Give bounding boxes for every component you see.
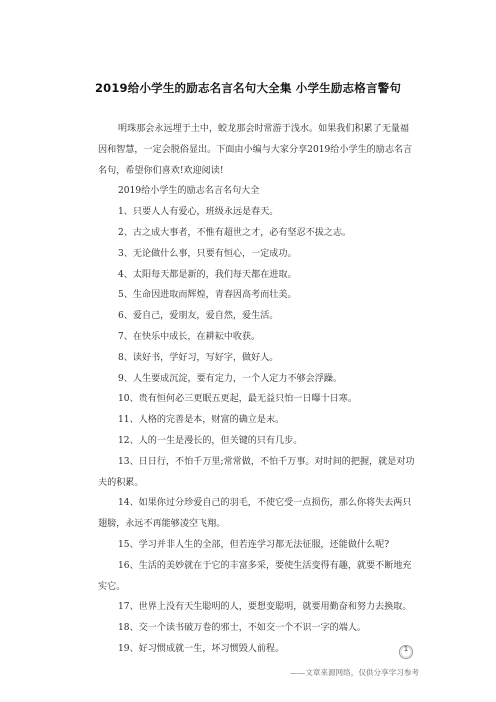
quote-item: 14、如果你过分珍爱自己的羽毛，不使它受一点损伤，那么你将失去两只翅膀，永远不再能够凌空飞翔。 (98, 498, 412, 530)
quote-item: 6、爱自己，爱朋友，爱自然，爱生活。 (118, 311, 279, 322)
quote-item: 8、读好书，学好习，写好字，做好人。 (118, 352, 279, 363)
quote-item: 13、日日行，不怕千万里;常常做，不怕千万事。对时间的把握，就是对功夫的积累。 (98, 456, 415, 488)
quote-item: 12、人的一生是漫长的，但关键的只有几步。 (118, 435, 303, 446)
intro-paragraph: 明珠那会永远埋于土中，蛟龙那会时常游于浅水。如果我们积累了无量福因和智慧，一定会脱俗显出。下面由小编与大家分享2019给小学生的励志名言名句，希望你们喜欢!欢迎阅读! (98, 124, 413, 176)
quote-item: 11、人格的完善是本，财富的确立是末。 (118, 415, 285, 426)
quote-item: 5、生命因进取而辉煌，青春因高考而壮美。 (118, 290, 297, 301)
quote-item: 1、只要人人有爱心，班级永远是春天。 (118, 207, 279, 218)
quote-item: 16、生活的美妙就在于它的丰富多采，要使生活变得有趣，就要不断地充实它。 (98, 560, 412, 592)
quote-item: 15、学习并非人生的全部，但若连学习都无法征服，还能做什么呢? (118, 539, 390, 550)
document-body (98, 119, 416, 660)
quote-item: 19、好习惯成就一生，坏习惯毁人前程。 (118, 643, 285, 654)
quote-item: 17、世界上没有天生聪明的人，要想变聪明，就要用勤奋和努力去换取。 (118, 602, 412, 613)
quote-item: 4、太阳每天都是新的，我们每天都在进取。 (118, 269, 297, 280)
page-number-badge (398, 644, 414, 660)
page-number: 1 (403, 645, 409, 653)
quote-item: 10、贵有恒何必三更眠五更起，最无益只怕一日曝十日寒。 (118, 394, 357, 405)
quote-item: 7、在快乐中成长，在耕耘中收获。 (118, 331, 261, 342)
quote-item: 3、无论做什么事，只要有恒心，一定成功。 (118, 248, 297, 259)
footer-note: ——文章来源网络，仅供分享学习参考 (290, 668, 420, 677)
document-title: 2019给小学生的励志名言名句大全集 小学生励志格言警句 (94, 81, 402, 95)
quote-item: 2、古之成大事者，不惟有超世之才，必有坚忍不拔之志。 (118, 227, 352, 238)
quote-item: 9、人生要成沉淀，要有定力，一个人定力不够会浮躁。 (118, 373, 343, 384)
quote-item: 18、交一个读书破万卷的邪士，不如交一个不识一字的端人。 (118, 623, 367, 634)
section-heading: 2019给小学生的励志名言名句大全 (118, 186, 260, 197)
